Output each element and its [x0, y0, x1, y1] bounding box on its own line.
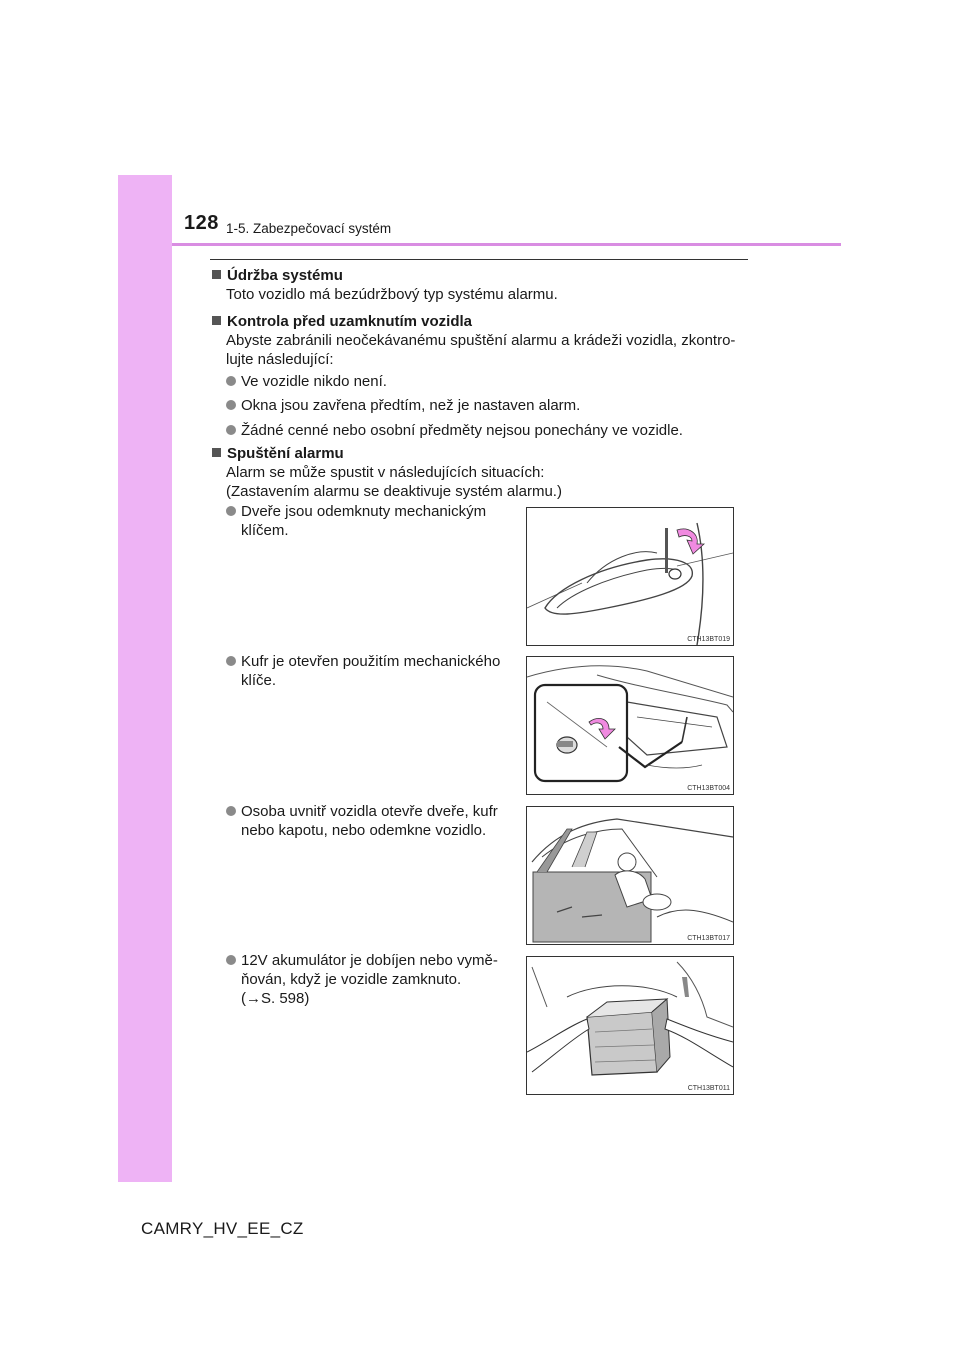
figure-code: CTH13BT011 — [687, 1085, 730, 1092]
list-item: Okna jsou zavřena předtím, než je nastaven alarm. — [226, 396, 580, 415]
figure-code: CTH13BT004 — [687, 785, 730, 792]
figure-person-inside — [526, 806, 734, 945]
trigger-item: Dveře jsou odemknuty mechanickým klíčem. — [226, 502, 518, 540]
square-bullet-icon — [212, 448, 221, 457]
chapter-tab-sidebar — [118, 175, 172, 1182]
figure-battery — [526, 956, 734, 1095]
section-heading: Kontrola před uzamknutím vozidla — [227, 313, 473, 330]
section-body-line: (Zastavením alarmu se deaktivuje systém alarmu.) — [226, 483, 562, 500]
header-divider — [172, 243, 841, 246]
square-bullet-icon — [212, 316, 221, 325]
content-divider — [210, 259, 748, 260]
section-body-line: lujte následující: — [226, 351, 334, 368]
circle-bullet-icon — [226, 656, 236, 666]
section-maintenance — [212, 266, 558, 304]
circle-bullet-icon — [226, 400, 236, 410]
figure-code: CTH13BT017 — [687, 935, 730, 942]
circle-bullet-icon — [226, 425, 236, 435]
trigger-item: Kufr je otevřen použitím mechanického klíče. — [226, 652, 518, 690]
circle-bullet-icon — [226, 376, 236, 386]
section-heading: Údržba systému — [227, 267, 343, 284]
circle-bullet-icon — [226, 806, 236, 816]
figure-trunk-key — [526, 656, 734, 795]
section-check-before-lock — [212, 312, 735, 369]
figure-code: CTH13BT019 — [687, 636, 730, 643]
section-heading: Spuštění alarmu — [227, 445, 344, 462]
car-interior-illustration — [527, 807, 733, 944]
square-bullet-icon — [212, 270, 221, 279]
section-body-line: Alarm se může spustit v následujících situacích: — [226, 464, 545, 481]
section-alarm-trigger — [212, 444, 562, 501]
section-body: Toto vozidlo má bezúdržbový typ systému alarmu. — [226, 286, 558, 303]
battery-illustration — [527, 957, 733, 1094]
trunk-illustration — [527, 657, 733, 794]
figure-door-key — [526, 507, 734, 646]
circle-bullet-icon — [226, 506, 236, 516]
trigger-item: Osoba uvnitř vozidla otevře dveře, kufr nebo kapotu, nebo odemkne vozidlo. — [226, 802, 518, 840]
list-item: Žádné cenné nebo osobní předměty nejsou ponechány ve vozidle. — [226, 421, 683, 440]
footer-model-code: CAMRY_HV_EE_CZ — [141, 1219, 304, 1238]
door-handle-illustration — [527, 508, 733, 645]
list-item: Ve vozidle nikdo není. — [226, 372, 387, 391]
page-number: 128 — [184, 212, 219, 234]
trigger-item: 12V akumulátor je dobíjen nebo vymě- ňován, když je vozidle zamknuto. (→S. 598) — [226, 951, 518, 1008]
section-body-line: Abyste zabránili neočekávanému spuštění alarmu a krádeži vozidla, zkontro- — [226, 332, 736, 349]
circle-bullet-icon — [226, 955, 236, 965]
section-title: 1-5. Zabezpečovací systém — [226, 221, 392, 236]
